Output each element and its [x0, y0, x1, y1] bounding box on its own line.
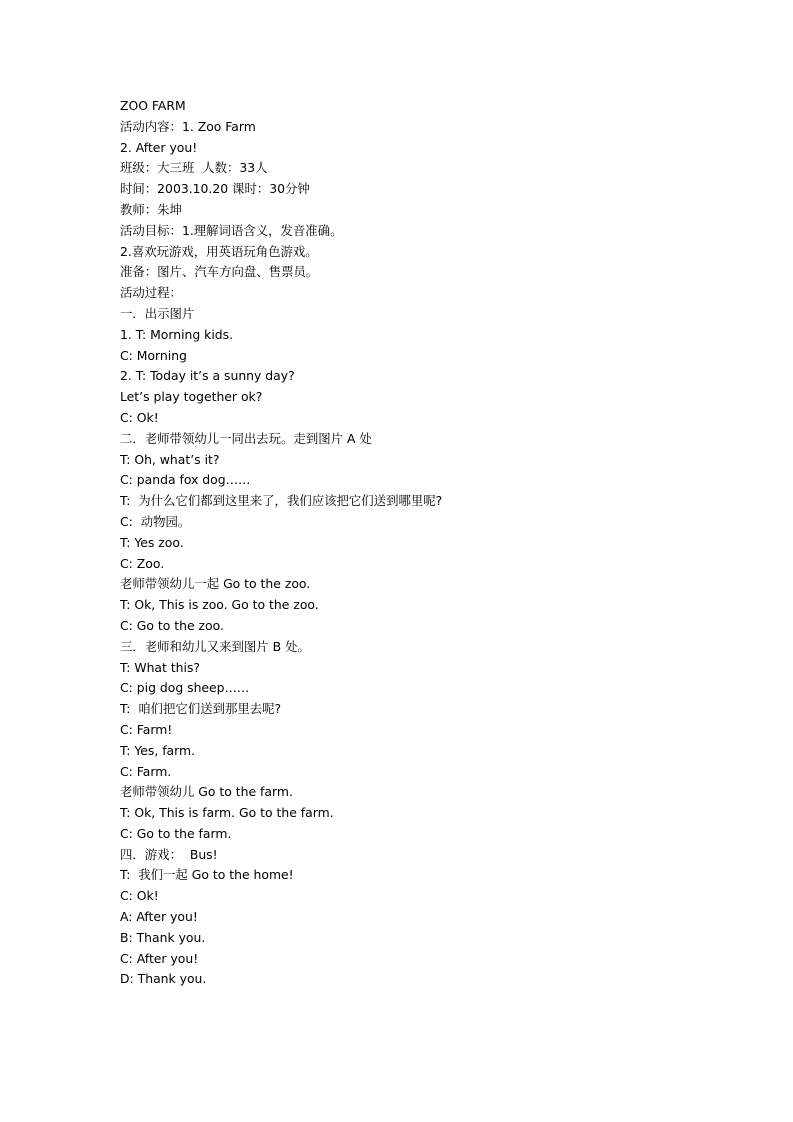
- narration-line: 老师带领幼儿 Go to the farm.: [120, 784, 293, 800]
- dialogue-line: C: Go to the farm.: [120, 825, 232, 841]
- section-3-heading: 三．老师和幼儿又来到图片 B 处。: [120, 638, 310, 654]
- dialogue-line: T: Yes, farm.: [120, 742, 196, 758]
- teacher-line: 教师：朱坤: [120, 201, 182, 217]
- section-4-heading: 四．游戏： Bus!: [120, 846, 218, 862]
- dialogue-line: A: After you!: [120, 909, 198, 925]
- activity-content-line: 活动内容：1. Zoo Farm: [120, 118, 256, 134]
- dialogue-line: T: Yes zoo.: [120, 534, 184, 550]
- dialogue-line: C: Go to the zoo.: [120, 617, 224, 633]
- goal-line-1: 活动目标：1.理解词语含义，发音准确。: [120, 222, 343, 238]
- document-body: [120, 96, 680, 990]
- dialogue-line: C: Morning: [120, 347, 187, 363]
- goal-line-2: 2.喜欢玩游戏，用英语玩角色游戏。: [120, 243, 318, 259]
- dialogue-line: T: Oh, what’s it?: [120, 451, 220, 467]
- dialogue-line: C: Ok!: [120, 888, 159, 904]
- dialogue-line: C: Zoo.: [120, 555, 165, 571]
- dialogue-line: T: Ok, This is zoo. Go to the zoo.: [120, 597, 319, 613]
- dialogue-line: D: Thank you.: [120, 971, 207, 987]
- process-heading: 活动过程：: [120, 285, 182, 301]
- dialogue-line: C: Farm.: [120, 763, 172, 779]
- dialogue-line: C: Farm!: [120, 721, 173, 737]
- time-info-line: 时间：2003.10.20 课时：30分钟: [120, 181, 310, 197]
- dialogue-line: T: 咱们把它们送到那里去呢?: [120, 701, 282, 717]
- dialogue-line: B: Thank you.: [120, 929, 206, 945]
- dialogue-line: 2. T: Today it’s a sunny day?: [120, 368, 295, 384]
- class-info-line: 班级：大三班 人数：33人: [120, 160, 268, 176]
- dialogue-line: T: What this?: [120, 659, 200, 675]
- activity-content-item-2: 2. After you!: [120, 139, 198, 155]
- dialogue-line: T: 为什么它们都到这里来了，我们应该把它们送到哪里呢?: [120, 493, 443, 509]
- dialogue-line: C: pig dog sheep……: [120, 680, 250, 696]
- document-title: ZOO FARM: [120, 98, 186, 113]
- dialogue-line: T: 我们一起 Go to the home!: [120, 867, 294, 883]
- dialogue-line: 1. T: Morning kids.: [120, 326, 234, 342]
- section-2-heading: 二．老师带领幼儿一同出去玩。走到图片 A 处: [120, 430, 372, 446]
- dialogue-line: C: After you!: [120, 950, 199, 966]
- preparation-line: 准备：图片、汽车方向盘、售票员。: [120, 264, 319, 280]
- dialogue-line: Let’s play together ok?: [120, 389, 263, 405]
- dialogue-line: C: Ok!: [120, 409, 159, 425]
- dialogue-line: C: panda fox dog……: [120, 472, 251, 488]
- narration-line: 老师带领幼儿一起 Go to the zoo.: [120, 576, 311, 592]
- section-1-heading: 一．出示图片: [120, 305, 195, 321]
- dialogue-line: T: Ok, This is farm. Go to the farm.: [120, 805, 334, 821]
- dialogue-line: C: 动物园。: [120, 513, 191, 529]
